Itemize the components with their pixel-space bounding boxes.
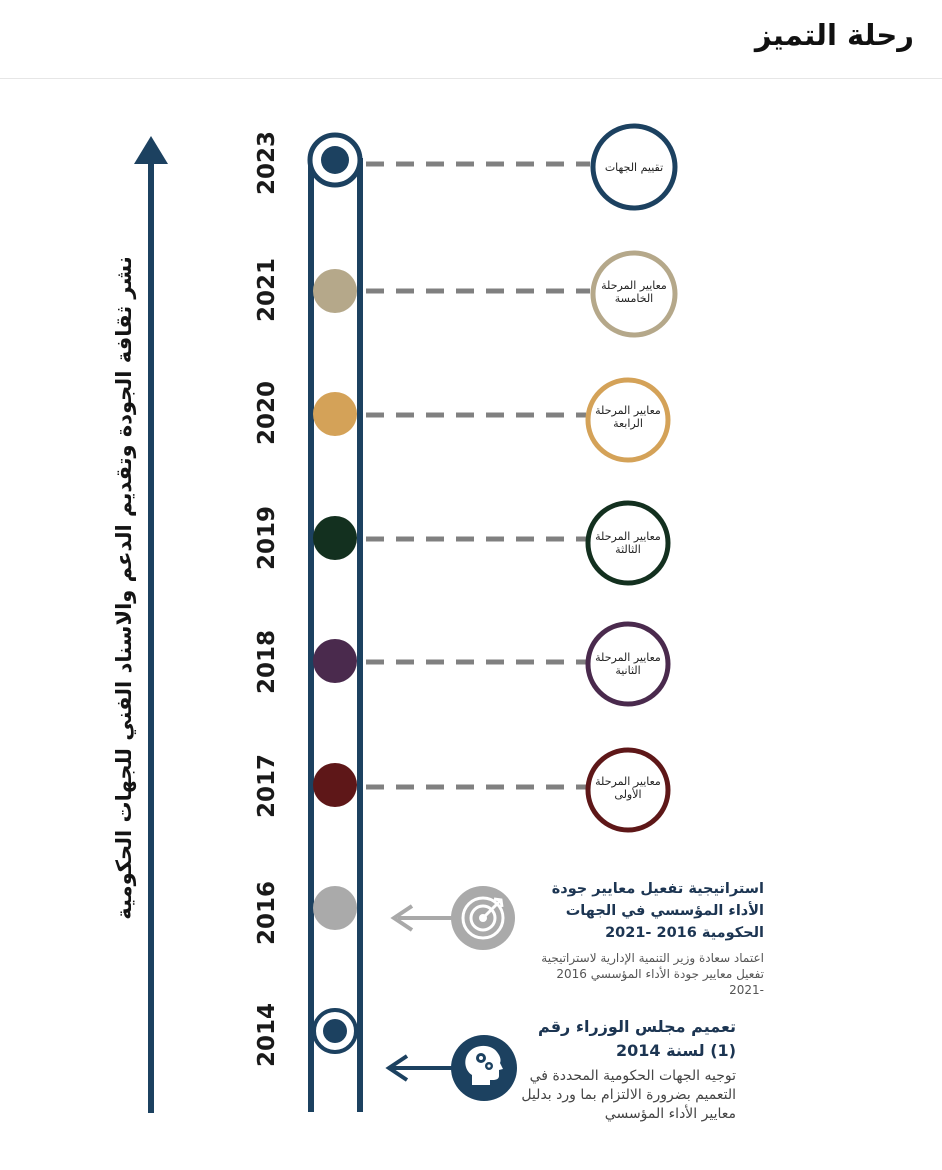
head-gears-icon: [451, 1035, 517, 1101]
ring-label-2021: معايير المرحلة الخامسة: [601, 279, 667, 305]
ring-label-2020: معايير المرحلة الرابعة: [595, 404, 661, 430]
year-2023: 2023: [254, 131, 280, 196]
milestone-2016-info: [520, 878, 764, 998]
target-icon: [451, 886, 515, 950]
milestone-2016-title: استراتيجية تفعيل معايير جودة الأداء المؤسسي في الجهات الحكومية 2016 -2021: [551, 881, 764, 941]
year-2020: 2020: [254, 381, 280, 446]
dot-2018: [313, 639, 357, 683]
vertical-caption: نشر ثقافة الجودة وتقديم الدعم والاسناد الفني للجهات الحكومية: [112, 256, 136, 920]
milestone-2014-info: [512, 1015, 736, 1124]
year-2021: 2021: [254, 258, 280, 323]
page-title: رحلة التميز: [754, 18, 914, 52]
dot-2017: [313, 763, 357, 807]
year-2016: 2016: [254, 881, 280, 946]
dot-2016: [313, 886, 357, 930]
progress-arrow-head: [134, 136, 168, 164]
milestone-2016-desc: اعتماد سعادة وزير التنمية الإدارية لاستراتيجية تفعيل معايير جودة الأداء المؤسسي 2016 -2021: [541, 951, 764, 997]
milestone-2014-title: تعميم مجلس الوزراء رقم (1) لسنة 2014: [538, 1017, 736, 1060]
milestone-2014-desc: توجيه الجهات الحكومية المحددة في التعميم بضرورة الالتزام بما ورد بدليل معايير الأداء المؤسسي: [521, 1068, 736, 1122]
arrow-2014: [389, 1056, 455, 1080]
dot-2020: [313, 392, 357, 436]
year-2018: 2018: [254, 630, 280, 695]
arrow-2016: [394, 906, 455, 930]
dot-2023: [321, 146, 349, 174]
dot-2021: [313, 269, 357, 313]
ring-label-2018: معايير المرحلة الثانية: [595, 651, 661, 677]
ring-label-2023: تقييم الجهات: [604, 160, 664, 174]
ring-label-2017: معايير المرحلة الأولى: [595, 775, 661, 801]
year-2014: 2014: [254, 1003, 280, 1068]
dot-2014: [323, 1019, 347, 1043]
ring-label-2019: معايير المرحلة الثالثة: [595, 530, 661, 556]
dot-2019: [313, 516, 357, 560]
year-2017: 2017: [254, 754, 280, 819]
year-2019: 2019: [254, 506, 280, 571]
